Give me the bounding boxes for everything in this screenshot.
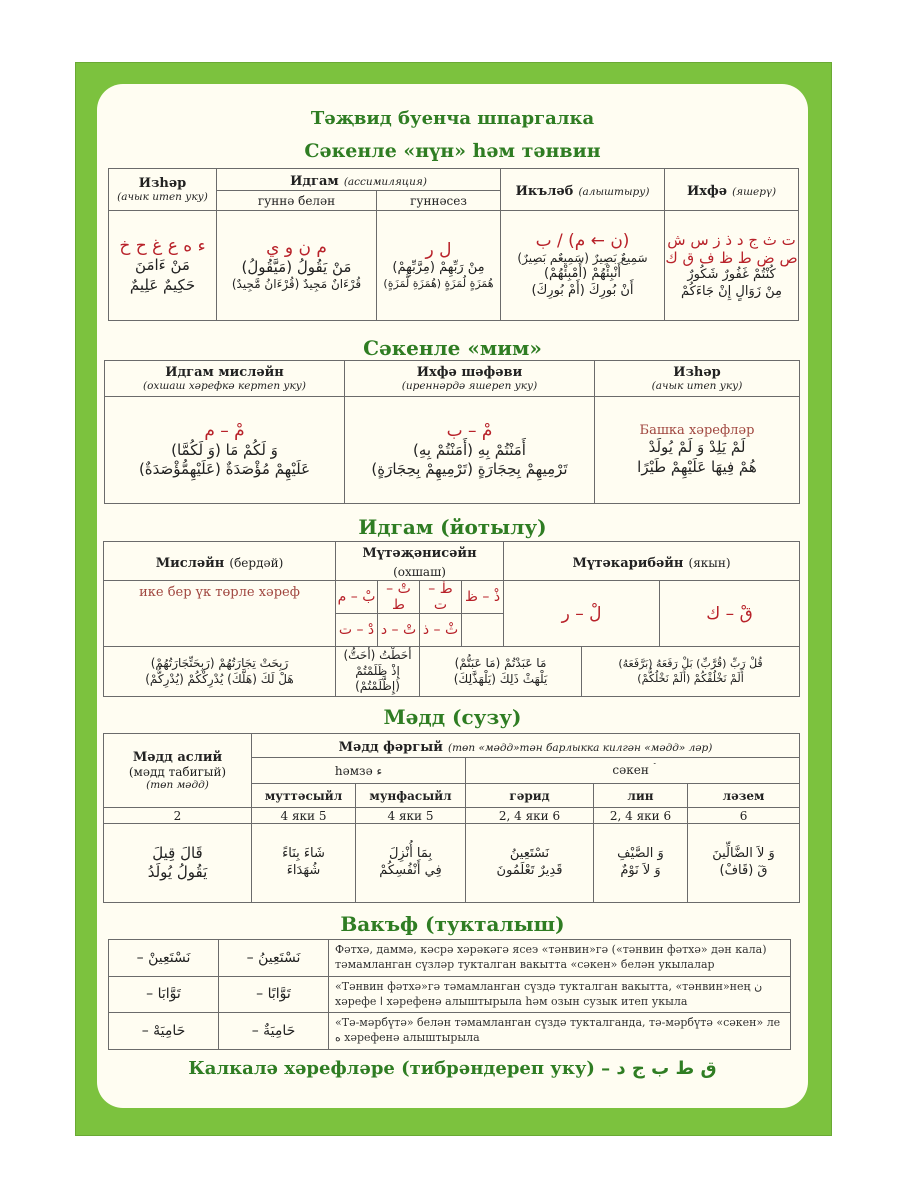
- madd-asli-ex: قَالَ قِيلَ يَقُولُ يُولَدُ: [104, 824, 252, 903]
- lin-header: лин: [594, 784, 688, 808]
- section-madd-title: Мәдд (сузу): [383, 705, 522, 729]
- count-cell: 4 яки 5: [252, 808, 356, 824]
- mislayn-header: Мисләйн (бердәй): [104, 542, 336, 581]
- pair-cell: قْ – ك: [660, 581, 800, 647]
- madd-asli-header: Мәдд аслий (мәдд табигый) (төп мәдд): [104, 734, 252, 808]
- ikhfa-cell: ت ث ج د ذ ز س ش ص ض ط ظ ف ق ك كُنْتُمْ غَفُورٌ شَكُورٌ مِنْ زَوَالٍ إِنْ جَاءَكُمْ: [665, 211, 799, 321]
- mutajanisayn-header: Мүтәҗәнисәйн (охшаш): [336, 542, 504, 581]
- qalqala-letters: ق ط ب ج د: [616, 1058, 717, 1079]
- izhar-letters: ء ه ع غ ح خ: [119, 236, 206, 256]
- mutaqaribayn-header: Мүтәкарибәйн (якын): [504, 542, 800, 581]
- section-idgam-title: Идгам (йотылу): [358, 515, 547, 539]
- pair-cell: ذْ – ظ: [462, 581, 504, 614]
- idgam-ex-2: أَحَطْتُ (أَحَتُّ) إِذْ ظَلَمْتُمْ (إِظَّلَمْتُمْ): [336, 647, 420, 697]
- madd-fari-header: Мәдд фәргый (төп «мәдд»тән барлыкка килгән «мәдд» ләр): [252, 734, 800, 758]
- madd-table: [103, 733, 800, 903]
- section-waqf-title: Вакъф (тукталыш): [340, 912, 565, 936]
- muttasil-ex: شَاءَ بِنَاءً شُهَدَاءَ: [252, 824, 356, 903]
- count-cell: 2, 4 яки 6: [466, 808, 594, 824]
- count-cell: 2, 4 яки 6: [594, 808, 688, 824]
- lazem-header: ләзем: [688, 784, 800, 808]
- idgam-header: Идгам (ассимиляция): [217, 169, 501, 191]
- pair-cell: تْ – د: [378, 614, 420, 647]
- pair-cell: تْ – ط: [378, 581, 420, 614]
- garid-ex: نَسْتَعِينُ قَدِيرٌ تَعْلَمُونَ: [466, 824, 594, 903]
- waqf-row: تَوَّابَا – تَوَّابًا – «Тәнвин фәтхә»гә тәмамланган сүздә тукталган вакытта, «тәнвин»нең ن хәрефе ا хәрефенә алыштырыла һәм озын сузык итеп укыла: [109, 976, 791, 1013]
- iqlab-cell: (ن ← م) / ب سَمِيعٌ بَصِيرٌ (سَمِيعٌم بَصِيرٌ) أَنْبِئْهُمْ (أَمْبِئْهُمْ) أَنْ بُورِكَ (أَمْ بُورِكَ): [501, 211, 665, 321]
- sukun-header: сәкен ۡ: [466, 758, 800, 784]
- nogunna-header: гуннәсез: [377, 191, 501, 211]
- munfasil-ex: بِمَا أُنْزِلَ فِي أَنْفُسِكُمْ: [356, 824, 466, 903]
- idgam-ex-3: مَا عَبَدْتُمْ (مَا عَبَتُّمْ) يَلْهَثْ ذَلِكَ (يَلْهَذَّلِكَ): [420, 647, 582, 697]
- munfasil-header: мунфасыйл: [356, 784, 466, 808]
- nun-table: [108, 168, 799, 321]
- mim-izhar-header: Изһәр (ачык итеп уку): [595, 361, 800, 397]
- izhar-cell: ء ه ع غ ح خ مَنْ ءَامَنَ حَكِيمٌ عَلِيمٌ: [109, 211, 217, 321]
- mim-ikhfa-cell: مْ – ب أَمَنْتُمْ بِهِ (أَمَنْتُمْ بِهِ) تَرْمِيهِمْ بِحِجَارَةٍ (تَرْمِيهِمْ بِحِجَارَةٍ): [345, 397, 595, 504]
- pair-cell: بْ – م: [336, 581, 378, 614]
- mislayn-note: ике бер үк төрле хәреф: [104, 581, 336, 647]
- pair-cell: ثْ – ذ: [420, 614, 462, 647]
- count-cell: 2: [104, 808, 252, 824]
- mim-izhar-cell: Башка хәрефләр لَمْ يَلِدْ وَ لَمْ يُولَدْ هُمْ فِيهَا عَلَيْهِمْ طَيْرًا: [595, 397, 800, 504]
- waqf-row: حَامِيَهْ – حَامِيَةٌ – «Тә-мәрбүтә» белән тәмамланган сүздә тукталганда, тә-мәрбүтә «сәкен» ле ه хәрефенә алыштырыла: [109, 1013, 791, 1050]
- muttasil-header: муттәсыйл: [252, 784, 356, 808]
- mim-idgam-cell: مْ – م وَ لَكُمْ مَا (وَ لَكُمَّا) عَلَيْهِمْ مُؤْصَدَةٌ (عَلَيْهِمُّؤْصَدَةٌ): [105, 397, 345, 504]
- mim-table: [104, 360, 800, 504]
- count-cell: 4 яки 5: [356, 808, 466, 824]
- mim-idgam-header: Идгам мисләйн (охшаш хәрефкә кертеп уку): [105, 361, 345, 397]
- waqf-table: [108, 939, 791, 1050]
- waqf-row: نَسْتَعِينْ – نَسْتَعِينُ – Фәтхә, даммә, кәсрә хәрәкәгә ясеэ «тәнвин»гә («тәнвин фәтхә» дән кала) тәмамланган сүзләр тукталган вакытта «сәкен» белән укылалар: [109, 940, 791, 977]
- empty-cell: [462, 614, 504, 647]
- lin-ex: وَ الصَّيْفِ وَ لاَ نَوْمٌ: [594, 824, 688, 903]
- section-mim-title: Сәкенле «мим»: [363, 336, 542, 360]
- ikhfa-header: Ихфә (яшерү): [665, 169, 799, 211]
- lazem-ex: وَ لاَ الضَّالِّينَ قٓ (قَافْ): [688, 824, 800, 903]
- section-nun-title: Сәкенле «нүн» һәм тәнвин: [304, 140, 601, 162]
- mim-ikhfa-header: Ихфә шәфәви (иреннәрдә яшереп уку): [345, 361, 595, 397]
- hamza-header: һәмзә ء: [252, 758, 466, 784]
- gunna-cell: م ن و ي مَنْ يَقُولُ (مَيَّقُولُ) قُرْءَانٌ مَجِيدٌ (قُرْءَانُ مَّجِيدٌ): [217, 211, 377, 321]
- idgam-ex-4: قُلْ رَبِّ (قُرَّبِّ) بَلْ رَفَعَهُ (بَرَّفَعَهُ) أَلَمْ نَخْلُقْكُمْ (أَلَمْ نَخْلُكُّمْ): [582, 647, 800, 697]
- qalqala-label: Калкалә хәрефләре (тибрәндереп уку) –: [188, 1058, 611, 1079]
- iqlab-header: Икъләб (алыштыру): [501, 169, 665, 211]
- izhar-header: Изһәр (ачык итеп уку): [109, 169, 217, 211]
- garid-header: гәрид: [466, 784, 594, 808]
- pair-cell: دْ – ت: [336, 614, 378, 647]
- qalqala-line: [97, 1058, 808, 1079]
- pair-cell: لْ – ر: [504, 581, 660, 647]
- count-cell: 6: [688, 808, 800, 824]
- page-title: Тәҗвид буенча шпаргалка: [310, 108, 595, 129]
- idgam-ex-1: رَبِحَتْ تِجَارَتُهُمْ (رَبِحَتِّجَارَتُهُمْ) هَلْ لَكَ (هَلَّكَ) يُدْرِكْكُمْ (يُدْرِكُّمْ): [104, 647, 336, 697]
- gunna-header: гуннә белән: [217, 191, 377, 211]
- nogunna-cell: ل ر مِنْ رَبِّهِمْ (مِرَّبِّهِمْ) هُمَزَةٍ لُمَزَةٍ (هُمَزَةِ لُّمَزَةٍ): [377, 211, 501, 321]
- idgam-table: [103, 541, 800, 697]
- pair-cell: طْ – ت: [420, 581, 462, 614]
